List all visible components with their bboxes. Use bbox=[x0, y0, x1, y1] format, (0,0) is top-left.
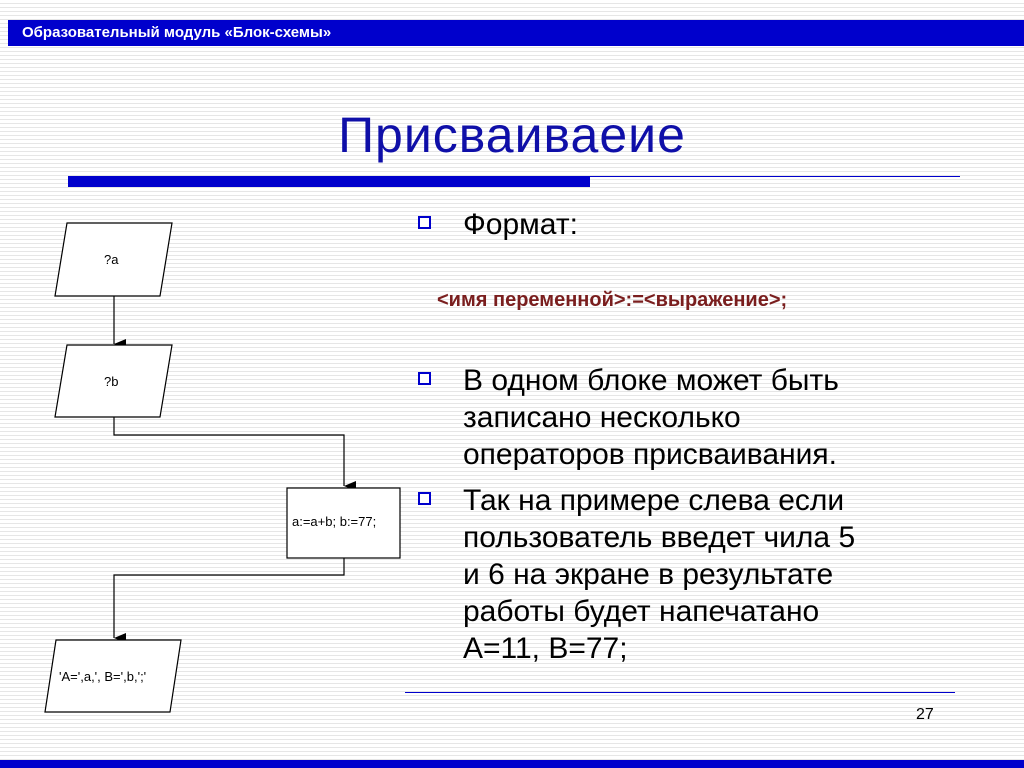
bullet-example-line-1: Так на примере слева если bbox=[463, 484, 845, 517]
bullet-block-line-1: В одном блоке может быть bbox=[463, 364, 839, 397]
bullet-example-line-4: работы будет напечатано bbox=[463, 595, 820, 628]
bullet-example-line-3: и 6 на экране в результате bbox=[463, 558, 834, 591]
input-block-b-label: ?b bbox=[104, 374, 119, 389]
arrow-b-to-process bbox=[114, 417, 344, 486]
output-block-label: 'A=',a,', B=',b,';' bbox=[59, 669, 147, 684]
page-number: 27 bbox=[916, 706, 934, 723]
process-block-label: a:=a+b; b:=77; bbox=[292, 514, 377, 529]
arrow-process-to-output bbox=[114, 558, 344, 638]
header-text: Образовательный модуль «Блок-схемы» bbox=[22, 24, 332, 41]
bullet-icon bbox=[418, 372, 431, 385]
input-block-b bbox=[55, 345, 172, 417]
format-code: <имя переменной>:=<выражение>; bbox=[437, 289, 788, 311]
slide-title: Присваиваеие bbox=[338, 107, 686, 163]
bullet-example-line-5: A=11, B=77; bbox=[463, 632, 628, 665]
bullet-example-line-2: пользователь введет чила 5 bbox=[463, 521, 856, 554]
title-line-thin bbox=[590, 176, 960, 177]
input-block-a-label: ?a bbox=[104, 252, 119, 267]
bullet-icon bbox=[418, 492, 431, 505]
process-block bbox=[287, 488, 400, 558]
bullet-block-line-3: операторов присваивания. bbox=[463, 438, 837, 471]
flowchart bbox=[0, 0, 420, 720]
bullet-format-text: Формат: bbox=[463, 208, 578, 241]
bullet-icon bbox=[418, 216, 431, 229]
bullet-block-line-2: записано несколько bbox=[463, 401, 741, 434]
footer-line bbox=[405, 692, 955, 693]
output-block bbox=[45, 640, 181, 712]
input-block-a bbox=[55, 223, 172, 296]
bottom-bar bbox=[0, 760, 1024, 768]
